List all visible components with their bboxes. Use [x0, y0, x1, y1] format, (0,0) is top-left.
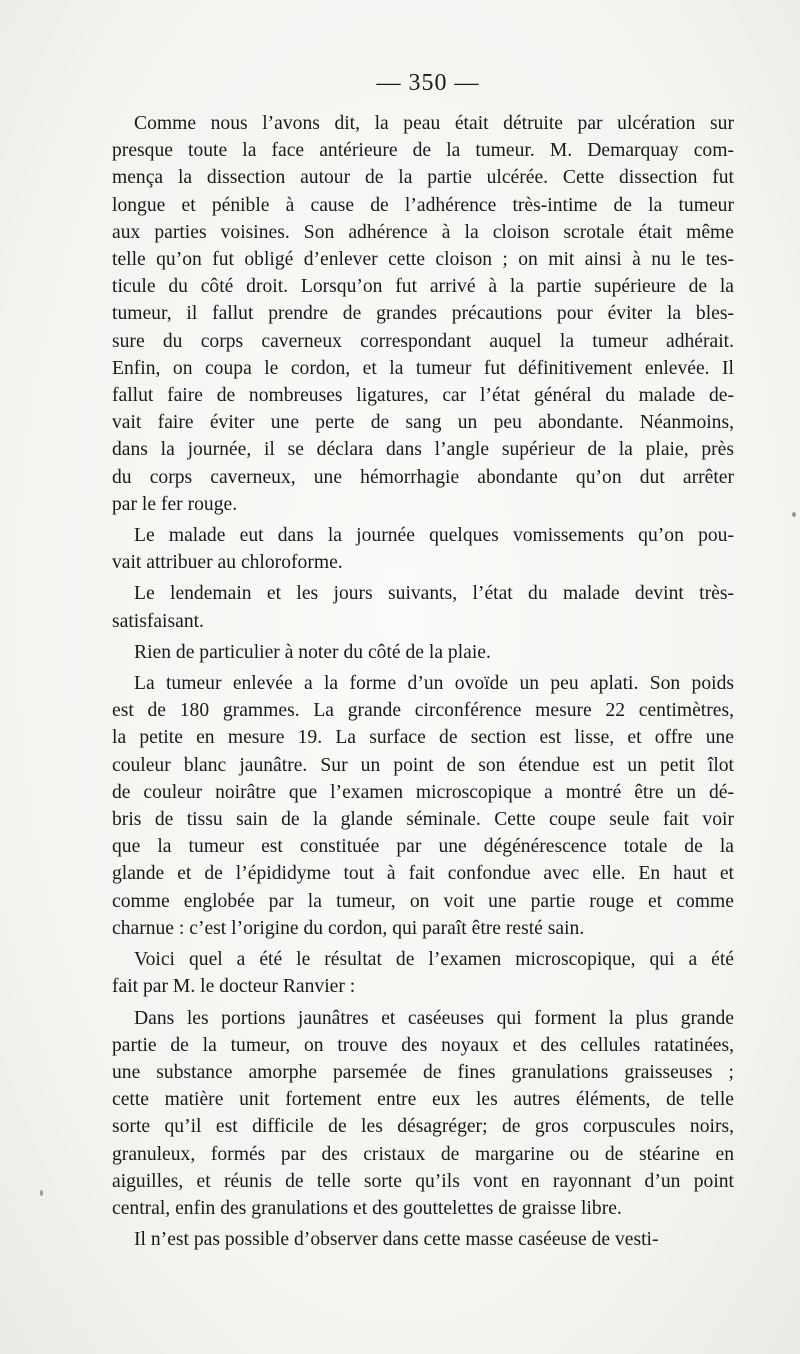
text-line: vait attribuer au chloroforme.: [112, 552, 343, 574]
text-line: du corps caverneux, une hémorrhagie abondante qu’on dut arrêter: [112, 466, 734, 488]
text-line: comme englobée par la tumeur, on voit une partie rouge et comme: [112, 890, 734, 912]
text-line: bris de tissu sain de la glande séminale. Cette coupe seule fait voir: [112, 809, 734, 831]
text-line: partie de la tumeur, on trouve des noyaux et des cellules ratatinées,: [112, 1034, 734, 1056]
text-line: cette matière unit fortement entre eux les autres éléments, de telle: [112, 1089, 734, 1111]
text-line: sorte qu’il est difficile de les désagréger; de gros corpuscules noirs,: [112, 1116, 734, 1138]
paragraph: [112, 1226, 734, 1253]
text-line: Le lendemain et les jours suivants, l’état du malade devint très-: [134, 583, 734, 605]
text-line: une substance amorphe parsemée de fines granulations graisseuses ;: [112, 1061, 734, 1083]
text-line: Le malade eut dans la journée quelques vomissements qu’on pou-: [134, 525, 734, 547]
text-line: Enfin, on coupa le cordon, et la tumeur fut définitivement enlevée. Il: [112, 357, 734, 379]
text-line: granuleux, formés par des cristaux de margarine ou de stéarine en: [112, 1143, 734, 1165]
text-line: Il n’est pas possible d’observer dans cette masse caséeuse de vesti-: [134, 1229, 659, 1251]
paragraph: [112, 670, 734, 942]
text-line: longue et pénible à cause de l’adhérence très-intime de la tumeur: [112, 194, 734, 216]
text-line: la petite en mesure 19. La surface de section est lisse, et offre une: [112, 727, 734, 749]
text-line: ticule du côté droit. Lorsqu’on fut arrivé à la partie supérieure de la: [112, 276, 734, 298]
paragraph: [112, 1005, 734, 1223]
text-line: glande et de l’épididyme tout à fait confondue avec elle. En haut et: [112, 863, 734, 885]
text-line: charnue : c’est l’origine du cordon, qui paraît être resté sain.: [112, 917, 585, 939]
text-line: aux parties voisines. Son adhérence à la cloison scrotale était même: [112, 221, 734, 243]
paragraph: [112, 946, 734, 1000]
text-line: telle qu’on fut obligé d’enlever cette cloison ; on mit ainsi à nu le tes-: [112, 249, 734, 271]
text-line: vait faire éviter une perte de sang un peu abondante. Néanmoins,: [112, 412, 734, 434]
text-line: fallut faire de nombreuses ligatures, car l’état général du malade de-: [112, 385, 734, 407]
text-line: est de 180 grammes. La grande circonférence mesure 22 centimètres,: [112, 700, 734, 722]
speck-mark: [792, 512, 796, 517]
text-line: sure du corps caverneux correspondant auquel la tumeur adhérait.: [112, 330, 734, 352]
text-line: couleur blanc jaunâtre. Sur un point de son étendue est un petit îlot: [112, 754, 734, 776]
text-line: central, enfin des granulations et des gouttelettes de graisse libre.: [112, 1197, 622, 1219]
text-line: dans la journée, il se déclara dans l’angle supérieur de la plaie, près: [112, 439, 734, 461]
text-line: mença la dissection autour de la partie ulcérée. Cette dissection fut: [112, 167, 734, 189]
text-line: fait par M. le docteur Ranvier :: [112, 976, 356, 998]
body-text: [112, 110, 734, 1253]
text-line: que la tumeur est constituée par une dégénérescence totale de la: [112, 836, 734, 858]
text-line: de couleur noirâtre que l’examen microscopique a montré être un dé-: [112, 781, 734, 803]
paragraph: [112, 580, 734, 634]
text-line: tumeur, il fallut prendre de grandes précautions pour éviter la bles-: [112, 303, 734, 325]
text-line: Rien de particulier à noter du côté de la plaie.: [134, 641, 491, 663]
paragraph: [112, 639, 734, 666]
text-line: Voici quel a été le résultat de l’examen microscopique, qui a été: [134, 949, 734, 971]
paragraph: [112, 522, 734, 576]
text-line: Dans les portions jaunâtres et caséeuses qui forment la plus grande: [134, 1007, 734, 1029]
text-line: par le fer rouge.: [112, 493, 238, 515]
speck-mark: [40, 1190, 43, 1196]
text-line: satisfaisant.: [112, 610, 204, 632]
paragraph: [112, 110, 734, 518]
text-line: La tumeur enlevée a la forme d’un ovoïde un peu aplati. Son poids: [134, 673, 734, 695]
text-line: aiguilles, et réunis de telle sorte qu’ils vont en rayonnant d’un point: [112, 1170, 734, 1192]
page-number: — 350 —: [376, 70, 480, 96]
text-line: Comme nous l’avons dit, la peau était détruite par ulcération sur: [134, 113, 734, 134]
text-line: presque toute la face antérieure de la tumeur. M. Demarquay com-: [112, 140, 734, 162]
